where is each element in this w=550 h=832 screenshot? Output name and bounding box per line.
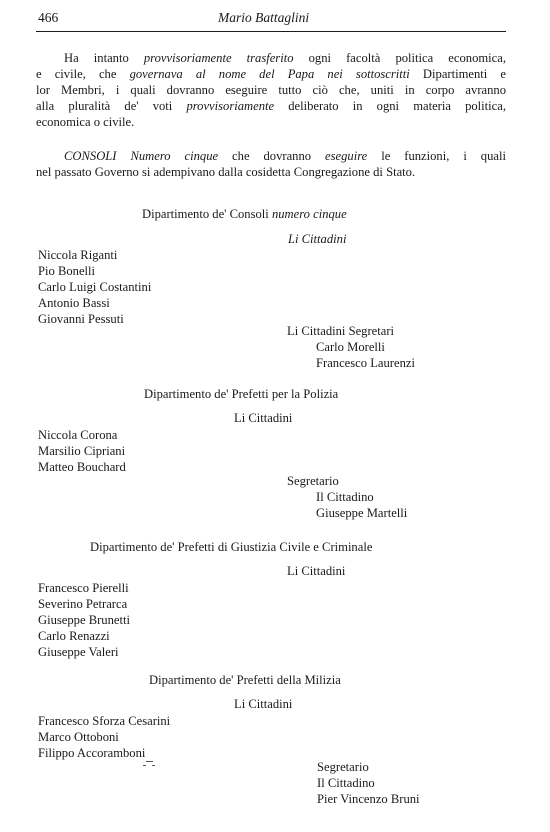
- paragraph-1: [36, 50, 506, 130]
- text-run: ogni facoltà politica economica,: [293, 51, 507, 65]
- secretaries-label-consoli: Li Cittadini Segretari: [287, 324, 395, 338]
- secretary-label-milizia: Segretario: [317, 760, 369, 774]
- italic-run: Li Cittadini: [288, 232, 347, 246]
- name-item: Carlo Morelli: [316, 340, 385, 354]
- paragraph-line: [36, 82, 506, 98]
- cittadini-label-giustizia: Li Cittadini: [287, 564, 346, 578]
- italic-run: provvisoriamente trasferito: [143, 51, 294, 65]
- paragraph-line: [36, 98, 506, 114]
- text-run: che dovranno: [218, 149, 326, 163]
- secretary-list-milizia: [317, 775, 420, 807]
- italic-run: governava al nome del Papa nei sottoscritti: [129, 67, 410, 81]
- name-item: Marco Ottoboni: [38, 730, 119, 744]
- text-run: e civile, che: [36, 67, 130, 81]
- name-item: Il Cittadino: [316, 490, 374, 504]
- italic-run: provvisoriamente: [186, 99, 275, 113]
- cittadini-label-milizia: Li Cittadini: [234, 697, 293, 711]
- text-run: Dipartimenti e: [409, 67, 506, 81]
- name-item: Carlo Renazzi: [38, 629, 110, 643]
- text-run: alla pluralità de' voti: [36, 99, 187, 113]
- running-head: Mario Battaglini: [218, 10, 310, 25]
- paragraph-line: [36, 50, 506, 66]
- italic-run: CONSOLI Numero cinque: [64, 149, 219, 163]
- name-item: Severino Petrarca: [38, 597, 128, 611]
- name-item: Il Cittadino: [317, 776, 375, 790]
- name-item: Giuseppe Valeri: [38, 645, 119, 659]
- text-run: le funzioni, i quali: [367, 149, 506, 163]
- paragraph-line: [36, 164, 506, 180]
- text-run: nel passato Governo si adempivano dalla cosidetta Congregazione di Stato.: [36, 165, 416, 179]
- paragraph-line: [36, 148, 506, 164]
- section-heading-milizia: Dipartimento de' Prefetti della Milizia: [149, 673, 341, 687]
- italic-run: eseguire: [325, 149, 368, 163]
- section-heading-polizia: Dipartimento de' Prefetti per la Polizia: [144, 387, 339, 401]
- names-list-polizia: [38, 427, 126, 475]
- text-run: Dipartimento de' Consoli: [142, 207, 272, 221]
- printing-mark: [143, 761, 157, 767]
- name-item: Giuseppe Brunetti: [38, 613, 130, 627]
- name-item: Giovanni Pessuti: [38, 312, 124, 326]
- italic-run: numero cinque: [271, 207, 347, 221]
- names-list-consoli: [38, 247, 151, 327]
- text-run: Ha intanto: [64, 51, 144, 65]
- names-list-milizia: [38, 713, 170, 761]
- name-item: Niccola Riganti: [38, 248, 118, 262]
- name-item: Giuseppe Martelli: [316, 506, 408, 520]
- cittadini-label-polizia: Li Cittadini: [234, 411, 293, 425]
- name-item: Francesco Laurenzi: [316, 356, 415, 370]
- name-item: Pier Vincenzo Bruni: [317, 792, 420, 806]
- name-item: Marsilio Cipriani: [38, 444, 126, 458]
- section-heading-giustizia: Dipartimento de' Prefetti di Giustizia Civile e Criminale: [90, 540, 373, 554]
- name-item: Niccola Corona: [38, 428, 118, 442]
- name-item: Carlo Luigi Costantini: [38, 280, 152, 294]
- secretary-label-polizia: Segretario: [287, 474, 339, 488]
- secretary-list-polizia: [316, 489, 407, 521]
- text-run: deliberato in ogni materia politica,: [274, 99, 507, 113]
- paragraph-2: [36, 148, 506, 180]
- header-rule: [36, 31, 506, 32]
- name-item: Francesco Pierelli: [38, 581, 129, 595]
- name-item: Matteo Bouchard: [38, 460, 126, 474]
- names-list-giustizia: [38, 580, 130, 660]
- page-number: 466: [38, 10, 59, 25]
- name-item: Antonio Bassi: [38, 296, 110, 310]
- text-run: lor Membri, i quali dovranno eseguire tutto ciò che, uniti in corpo avranno: [36, 83, 506, 97]
- paragraph-line: [36, 66, 506, 82]
- name-item: Filippo Accoramboni: [38, 746, 146, 760]
- section-heading-consoli: [142, 206, 347, 222]
- name-item: Francesco Sforza Cesarini: [38, 714, 171, 728]
- name-item: Pio Bonelli: [38, 264, 96, 278]
- text-run: economica o civile.: [36, 115, 135, 129]
- paragraph-line: [36, 114, 506, 130]
- secretaries-list-consoli: [316, 339, 415, 371]
- cittadini-label-consoli: [288, 231, 346, 247]
